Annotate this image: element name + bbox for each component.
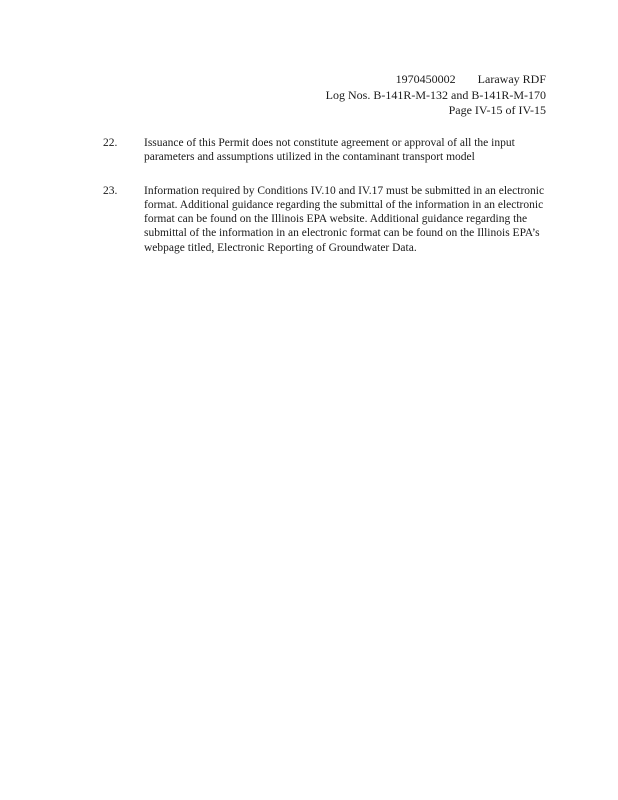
conditions-list: [103, 136, 548, 274]
condition-number: 23.: [103, 184, 118, 197]
facility-id: 1970450002: [395, 72, 456, 86]
header-line-1: [326, 72, 546, 88]
page-header: [326, 72, 546, 119]
condition-item: [103, 184, 548, 255]
condition-text: Information required by Conditions IV.10 and IV.17 must be submitted in an electronic format. Additional guidance regarding the submittal of the information in an electronic format can be found on the Illinois EPA website. Additional guidance regarding the submittal of the information in an electronic format can be found on the Illinois EPA’s webpage titled, Electronic Reporting of Groundwater Data.: [144, 184, 545, 254]
log-numbers: Log Nos. B-141R-M-132 and B-141R-M-170: [325, 87, 546, 102]
condition-number: 22.: [103, 137, 118, 149]
condition-text: Issuance of this Permit does not constitute agreement or approval of all the input parameters and assumptions utilized in the contaminant transport model: [144, 137, 515, 164]
page-number: Page IV-15 of IV-15: [448, 103, 546, 117]
facility-name: Laraway RDF: [477, 72, 546, 86]
condition-item: [103, 136, 548, 165]
